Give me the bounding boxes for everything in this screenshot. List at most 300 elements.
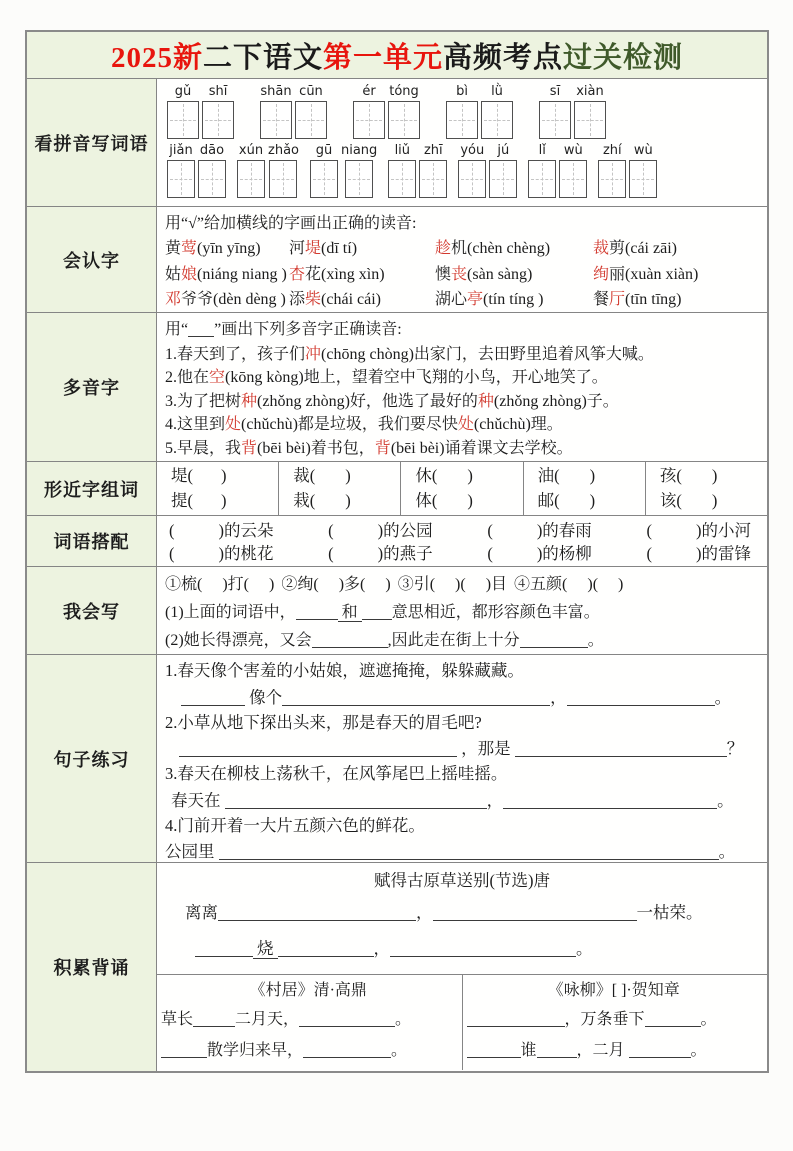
poem-title-right: 《咏柳》[ ]·贺知章 — [547, 982, 680, 999]
text-segment: (zhǒng zhòng)子。 — [493, 392, 619, 410]
poem-title-left: 《村居》清·高鼎 — [249, 982, 367, 999]
poem-line — [165, 895, 759, 931]
answer-blank[interactable] — [195, 940, 253, 958]
text-segment: ( — [169, 521, 175, 540]
section-jilei — [27, 862, 767, 1071]
pinyin-content — [157, 79, 767, 206]
text-segment: 油( — [537, 466, 560, 485]
highlighted-char: 娘 — [181, 265, 198, 283]
highlighted-char: 种 — [477, 392, 494, 410]
hanzi-writing-box[interactable] — [198, 160, 226, 198]
text-segment: 草长 — [161, 1011, 194, 1028]
word-reading-item — [289, 287, 435, 313]
sentence-line — [165, 659, 761, 684]
highlighted-char: 莺 — [181, 240, 198, 257]
text-segment: )打( — [222, 576, 250, 593]
highlighted-char: 杏 — [289, 265, 306, 283]
text-segment: )的桃花 — [218, 544, 274, 563]
hanzi-writing-box[interactable] — [167, 160, 195, 198]
pinyin-syllable-label: jiǎn — [169, 143, 193, 158]
answer-line — [165, 684, 761, 711]
text-segment: 。 — [576, 939, 593, 958]
title-segment: 高频考点 — [443, 41, 564, 74]
pinyin-syllable-label: xiàn — [576, 84, 604, 99]
text-segment: 1.春天像个害羞的小姑娘，遮遮掩掩，躲躲藏藏。 — [165, 661, 524, 680]
highlighted-char: 厅 — [609, 291, 626, 308]
pinyin-word-group — [528, 144, 587, 198]
word-match-item — [328, 519, 433, 542]
renzi-row — [165, 262, 761, 288]
sentence-line — [165, 814, 761, 839]
text-segment: 像个 — [245, 687, 283, 707]
answer-blank[interactable] — [282, 688, 550, 706]
answer-blank[interactable] — [520, 631, 588, 648]
answer-blank[interactable] — [537, 1041, 577, 1058]
row-label-juzi: 句子练习 — [27, 655, 157, 862]
text-segment: 用“ — [165, 321, 189, 338]
poem-line — [467, 1035, 762, 1066]
text-segment: ) — [221, 491, 227, 510]
pinyin-syllable-label: tóng — [389, 84, 419, 99]
answer-blank[interactable] — [515, 740, 727, 758]
sentence-line — [165, 413, 761, 436]
text-segment: ) — [221, 466, 227, 485]
highlighted-char: 丧 — [451, 265, 468, 283]
text-segment: (dī tí) — [321, 240, 358, 257]
section-juzi — [27, 654, 767, 862]
answer-blank[interactable] — [362, 603, 392, 620]
text-segment: )的春雨 — [536, 521, 592, 540]
text-segment: (bēi bèi)诵着课文去学校。 — [390, 439, 573, 457]
xingjin-content — [157, 462, 767, 515]
highlighted-char: 处 — [225, 416, 242, 434]
text-segment: 该( — [659, 491, 682, 510]
highlighted-char: 种 — [241, 392, 258, 410]
row-label-xingjin: 形近字组词 — [27, 462, 157, 515]
text-segment: 春天在 — [171, 790, 225, 810]
text-segment: 二月天， — [235, 1011, 300, 1028]
text-segment: 。 — [395, 1011, 412, 1028]
hanzi-writing-box[interactable] — [598, 160, 626, 198]
worksheet-page — [25, 30, 769, 1073]
text-segment: 邮( — [537, 491, 560, 510]
char-pair-line — [293, 489, 400, 513]
hanzi-writing-box[interactable] — [481, 101, 513, 139]
text-segment: 4.门前开着一大片五颜六色的鲜花。 — [165, 815, 425, 835]
poem-title-top: 赋得古原草送别(节选)唐 — [374, 871, 550, 890]
highlighted-char: 背 — [241, 439, 258, 457]
xingjin-cell — [278, 462, 400, 515]
title-segment: 二下语文 — [202, 41, 323, 74]
pinyin-word-group — [167, 144, 226, 198]
title-segment: 第一单元 — [322, 41, 443, 74]
text-segment: 离离 — [185, 903, 218, 922]
text-segment: ， — [416, 903, 433, 922]
poem-line — [467, 1004, 762, 1035]
answer-blank[interactable] — [296, 603, 338, 620]
pinyin-word-group — [353, 85, 420, 139]
text-segment: 2.小草从地下探出头来，那是春天的眉毛吧? — [165, 712, 482, 732]
renzi-row — [165, 236, 761, 262]
text-segment: 堤( — [171, 466, 193, 485]
text-segment: (yīn yīng) — [197, 240, 261, 257]
answer-blank[interactable] — [467, 1010, 565, 1027]
text-segment: ”画出下列多音字正确读音: — [214, 321, 402, 338]
text-segment: ) — [589, 491, 596, 510]
pinyin-unit — [574, 85, 606, 139]
char-pair-line — [171, 489, 278, 513]
pinyin-word-group — [446, 85, 513, 139]
text-segment: (tīn tīng) — [625, 291, 682, 308]
section-duoyin — [27, 312, 767, 461]
row-label-duoyin: 多音字 — [27, 313, 157, 461]
poem-top-lines — [165, 895, 759, 967]
word-reading-item — [289, 262, 435, 288]
text-segment: (chái cái) — [321, 291, 381, 308]
highlighted-char: 堤 — [305, 240, 322, 257]
text-segment: ( — [169, 544, 175, 563]
fill-in-line — [165, 599, 761, 627]
char-pair-line — [293, 464, 400, 488]
title-segment: 过关检测 — [563, 41, 684, 74]
answer-blank[interactable] — [181, 688, 245, 706]
text-segment: 孩( — [659, 466, 682, 485]
text-segment: ,因此走在街上十分 — [387, 632, 520, 649]
answer-blank[interactable] — [303, 1041, 391, 1058]
answer-blank[interactable] — [433, 904, 637, 922]
pinyin-syllable-label: lǜ — [491, 84, 503, 99]
pinyin-unit — [202, 85, 234, 139]
answer-blank[interactable] — [467, 1041, 521, 1058]
pinyin-syllable-label: shān — [260, 84, 292, 99]
pinyin-syllable-label: niang — [340, 143, 378, 158]
char-pair-line — [415, 464, 522, 488]
hanzi-writing-box[interactable] — [559, 160, 587, 198]
text-segment: )的杨柳 — [536, 544, 592, 563]
pinyin-unit — [489, 144, 517, 198]
word-match-item — [646, 542, 751, 565]
pinyin-unit — [167, 85, 199, 139]
section-xingjin — [27, 461, 767, 515]
text-segment: 丽(xuàn xiàn) — [609, 265, 699, 283]
char-pair-line — [660, 464, 767, 488]
sentence-line — [165, 762, 761, 787]
highlighted-char: 空 — [209, 369, 226, 387]
row-label-dapei: 词语搭配 — [27, 516, 157, 566]
pinyin-word-group — [237, 144, 299, 198]
word-reading-item — [289, 236, 435, 262]
text-segment: )的小河 — [695, 521, 751, 540]
pinyin-syllable-label: zhí — [602, 143, 622, 158]
text-segment: ) — [269, 576, 275, 593]
answer-blank[interactable] — [225, 791, 487, 809]
text-segment: ) — [711, 466, 718, 485]
text-segment: 裁( — [293, 466, 316, 485]
text-segment: ④五颜( — [514, 576, 568, 593]
text-segment: 。 — [714, 687, 732, 707]
dapei-row — [169, 519, 751, 542]
hanzi-writing-box[interactable] — [528, 160, 556, 198]
text-segment: ，万条垂下 — [564, 1011, 645, 1028]
pinyin-syllable-label: shī — [208, 84, 228, 99]
word-reading-item — [593, 287, 761, 313]
pinyin-unit — [237, 144, 265, 198]
answer-blank[interactable] — [179, 740, 457, 758]
sentence-line — [165, 437, 761, 460]
text-segment: )的公园 — [377, 521, 433, 540]
text-segment: (2)她长得漂亮，又会 — [165, 632, 312, 649]
row-label-renzi: 会认字 — [27, 207, 157, 312]
text-segment: 3.为了把树 — [165, 392, 242, 410]
answer-blank[interactable] — [567, 688, 715, 706]
pinyin-syllable-label: jú — [497, 143, 510, 158]
sentence-line — [165, 711, 761, 736]
text-segment: 休( — [415, 466, 438, 485]
section-renzi — [27, 206, 767, 312]
poem-left-lines — [161, 1004, 456, 1066]
hanzi-writing-box[interactable] — [202, 101, 234, 139]
text-segment: 谁 — [520, 1042, 537, 1059]
sentence-line — [165, 366, 761, 389]
text-segment: 爷爷(dèn dèng ) — [181, 291, 286, 308]
pinyin-syllable-label: xún — [238, 143, 264, 158]
word-reading-item — [165, 262, 289, 288]
text-segment: )( — [455, 576, 466, 593]
xingjin-cell — [645, 462, 767, 515]
poem-line — [161, 1004, 456, 1035]
text-segment: ( — [646, 521, 652, 540]
text-segment: )( — [587, 576, 599, 593]
text-segment: (chǔchù)都是垃圾，我们要尽快 — [241, 416, 458, 434]
text-segment: ) — [345, 466, 351, 485]
text-segment: )的燕子 — [377, 544, 433, 563]
hanzi-writing-box[interactable] — [260, 101, 292, 139]
text-segment: ， — [550, 687, 567, 707]
pinyin-unit — [310, 144, 338, 198]
char-pair-line — [171, 464, 278, 488]
text-segment: ( — [328, 521, 334, 540]
text-segment: (tín tíng ) — [483, 291, 544, 308]
text-segment: 机(chèn chèng) — [451, 240, 551, 257]
pinyin-unit — [481, 85, 513, 139]
word-match-item — [487, 542, 592, 565]
text-segment: 4.这里到 — [165, 416, 226, 434]
text-segment: ) — [618, 576, 624, 593]
pinyin-word-row — [167, 144, 767, 198]
pinyin-unit — [629, 144, 657, 198]
pinyin-word-group — [598, 144, 657, 198]
highlighted-char: 趁 — [435, 240, 452, 257]
text-segment: ， — [373, 939, 390, 958]
highlighted-char: 亭 — [467, 291, 484, 308]
answer-blank[interactable] — [390, 940, 576, 958]
section-wohuixie — [27, 566, 767, 654]
renzi-row — [165, 287, 761, 313]
text-segment: 。 — [690, 1042, 707, 1059]
text-segment: ) — [345, 491, 351, 510]
pinyin-word-group — [310, 144, 377, 198]
text-segment: 添 — [289, 291, 306, 308]
answer-blank[interactable] — [219, 843, 719, 861]
pinyin-unit — [419, 144, 447, 198]
text-segment: 提( — [171, 491, 193, 510]
text-segment: 。 — [718, 842, 736, 861]
hanzi-writing-box[interactable] — [629, 160, 657, 198]
pinyin-word-group — [458, 144, 517, 198]
word-reading-item — [165, 287, 289, 313]
pinyin-unit — [559, 144, 587, 198]
word-reading-item — [593, 262, 761, 288]
text-segment: 一枯荣。 — [636, 903, 703, 922]
text-segment: 和 — [338, 604, 362, 622]
poem-line — [161, 1035, 456, 1066]
pinyin-syllable-label: liǔ — [394, 143, 411, 158]
hanzi-writing-box[interactable] — [539, 101, 571, 139]
pinyin-word-group — [388, 144, 447, 198]
pinyin-syllable-label: zhǎo — [268, 143, 299, 158]
highlighted-char: 冲 — [305, 346, 322, 363]
text-segment: (chōng chòng)出家门，去田野里追着风筝大喊。 — [321, 346, 654, 363]
row-label-wohuixie: 我会写 — [27, 567, 157, 654]
text-segment: 湖心 — [435, 291, 468, 308]
text-segment: 花(xìng xìn) — [305, 265, 385, 283]
answer-blank[interactable] — [161, 1041, 207, 1058]
poem-right-cell — [462, 975, 768, 1070]
word-match-item — [328, 542, 433, 565]
fill-in-line — [165, 627, 761, 655]
hanzi-writing-box[interactable] — [167, 101, 199, 139]
pinyin-unit — [388, 85, 420, 139]
text-segment: 公园里 — [165, 842, 219, 861]
hanzi-writing-box[interactable] — [489, 160, 517, 198]
pinyin-syllable-label: yóu — [460, 143, 485, 158]
dapei-content — [157, 516, 767, 566]
answer-blank[interactable] — [629, 1041, 691, 1058]
hanzi-writing-box[interactable] — [345, 160, 373, 198]
text-segment: ，那是 — [457, 739, 515, 758]
text-segment: (chǔchù)理。 — [473, 416, 563, 434]
text-segment: 5.早晨，我 — [165, 439, 242, 457]
text-segment: (niáng niang ) — [197, 265, 287, 283]
text-segment: 懊 — [435, 265, 452, 283]
sentence-line — [165, 390, 761, 413]
word-match-item — [487, 519, 592, 542]
char-pair-line — [538, 489, 645, 513]
pinyin-unit — [598, 144, 626, 198]
pinyin-word-group — [539, 85, 606, 139]
pinyin-unit — [539, 85, 571, 139]
text-segment: 。 — [717, 790, 734, 810]
answer-blank[interactable] — [193, 1010, 235, 1027]
title-segment: 2025新 — [110, 41, 203, 74]
answer-blank[interactable] — [312, 631, 388, 648]
text-segment: 意思相近，都形容颜色丰富。 — [391, 604, 600, 621]
text-segment: 剪(cái zāi) — [609, 240, 677, 257]
text-segment: ) — [467, 466, 473, 485]
pinyin-unit — [528, 144, 556, 198]
hanzi-writing-box[interactable] — [388, 101, 420, 139]
hanzi-writing-box[interactable] — [388, 160, 416, 198]
word-reading-item — [435, 236, 593, 262]
hanzi-writing-box[interactable] — [269, 160, 297, 198]
pinyin-syllable-label: ér — [362, 84, 376, 99]
poem-left-cell — [157, 975, 462, 1070]
worksheet-title — [27, 32, 767, 78]
answer-line — [165, 735, 761, 762]
sentence-line — [165, 343, 761, 366]
word-match-item — [169, 519, 274, 542]
text-segment: 2.他在 — [165, 369, 210, 387]
text-segment: ( — [487, 544, 493, 563]
answer-blank[interactable] — [503, 791, 717, 809]
row-label-jilei: 积累背诵 — [27, 863, 157, 1071]
text-segment: 1.春天到了，孩子们 — [165, 346, 306, 363]
hanzi-writing-box[interactable] — [446, 101, 478, 139]
row-label-pinyin: 看拼音写词语 — [27, 79, 157, 206]
text-segment: )目 — [485, 576, 508, 593]
text-segment: 烧 — [253, 939, 278, 959]
text-segment: ) — [589, 466, 596, 485]
renzi-items — [165, 236, 761, 313]
answer-blank[interactable] — [278, 940, 374, 958]
pinyin-syllable-label: sī — [549, 84, 561, 99]
xingjin-cell — [157, 462, 278, 515]
text-segment: ) — [711, 491, 718, 510]
highlighted-char: 邓 — [165, 291, 182, 308]
char-pair-line — [415, 489, 522, 513]
hanzi-writing-box[interactable] — [574, 101, 606, 139]
hanzi-writing-box[interactable] — [295, 101, 327, 139]
word-reading-item — [165, 236, 289, 262]
text-segment: )多( — [338, 576, 366, 593]
text-segment: 姑 — [165, 265, 182, 283]
pinyin-unit — [167, 144, 195, 198]
renzi-instruction: 用“√”给加横线的字画出正确的读音: — [165, 215, 417, 232]
poem-line — [165, 931, 759, 967]
xingjin-cell — [400, 462, 522, 515]
section-pinyin — [27, 78, 767, 206]
text-segment: (kōng kòng)地上，望着空中飞翔的小鸟，开心地笑了。 — [225, 369, 608, 387]
hanzi-writing-box[interactable] — [458, 160, 486, 198]
text-segment: (1)上面的词语中， — [165, 604, 296, 621]
hanzi-writing-box[interactable] — [237, 160, 265, 198]
answer-blank[interactable] — [299, 1010, 395, 1027]
text-segment: ，二月 — [576, 1042, 629, 1059]
pinyin-syllable-label: cūn — [299, 84, 323, 99]
text-segment: (zhǒng zhòng)好，他选了最好的 — [257, 392, 478, 410]
pinyin-unit — [388, 144, 416, 198]
text-segment: 。 — [391, 1042, 408, 1059]
highlighted-char: 背 — [374, 439, 391, 457]
answer-blank[interactable] — [188, 320, 214, 337]
hanzi-writing-box[interactable] — [353, 101, 385, 139]
juzi-content — [157, 655, 767, 862]
pinyin-word-row — [167, 85, 767, 139]
text-segment: ) — [467, 491, 473, 510]
text-segment: ) — [385, 576, 391, 593]
hanzi-writing-box[interactable] — [310, 160, 338, 198]
answer-blank[interactable] — [218, 904, 416, 922]
highlighted-char: 柴 — [305, 291, 322, 308]
poem-right-lines — [467, 1004, 762, 1066]
pinyin-unit — [446, 85, 478, 139]
answer-blank[interactable] — [645, 1010, 701, 1027]
text-segment: ②绚( — [281, 576, 319, 593]
pinyin-unit — [295, 85, 327, 139]
pinyin-syllable-label: wù — [563, 143, 583, 158]
text-segment: (sàn sàng) — [467, 265, 533, 283]
hanzi-writing-box[interactable] — [419, 160, 447, 198]
